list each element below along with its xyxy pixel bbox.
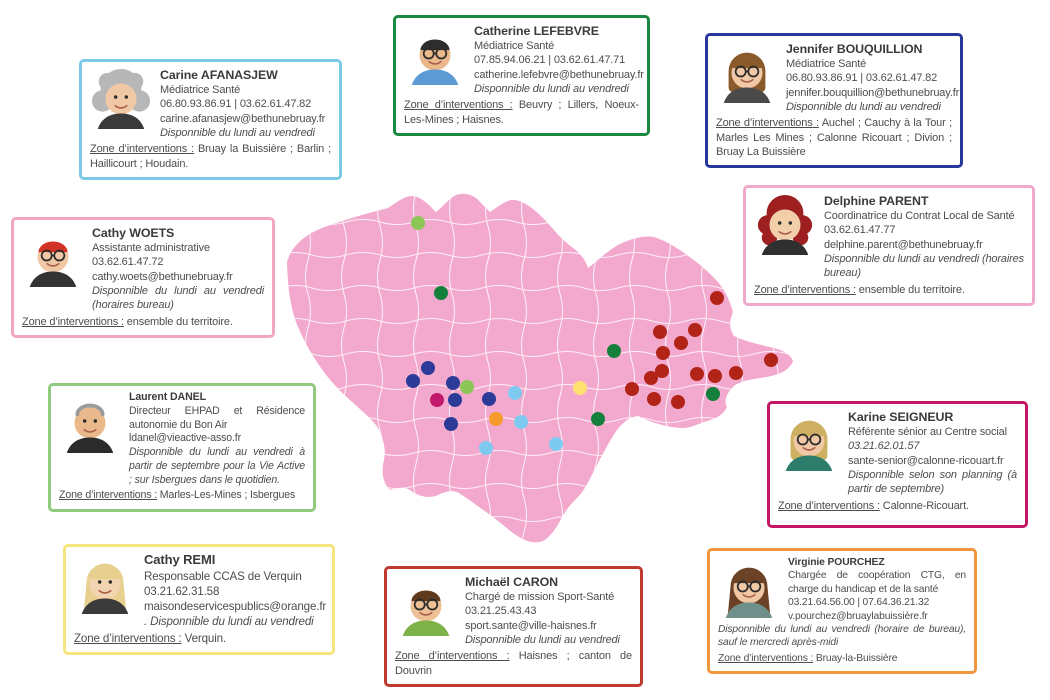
person-card-michael-caron xyxy=(384,566,643,687)
person-role: Chargée de coopération CTG, en charge du handicap et de la santé xyxy=(788,570,966,595)
avatar xyxy=(395,574,457,636)
map-dot xyxy=(656,346,670,360)
person-phone: 03.21.62.01.57 xyxy=(848,440,920,453)
zone-label: Zone d’interventions : xyxy=(716,117,819,130)
person-availability: Disponnible selon son planning (à partir de septembre) xyxy=(848,469,1017,496)
avatar xyxy=(90,67,152,129)
person-availability: Disponnible du lundi au vendredi à partir de septembre pour la Vie Active ; sur Isbergues dans le quotidien. xyxy=(129,446,305,486)
person-availability: Disponnible du lundi au vendredi (horaire de bureau), sauf le mercredi après-midi xyxy=(718,623,966,649)
map-dot xyxy=(764,353,778,367)
person-availability: Disponnible du lundi au vendredi xyxy=(160,127,315,140)
person-email: maisondeservicespublics@orange.fr xyxy=(144,600,327,614)
person-phone: 07.85.94.06.21 | 03.62.61.47.71 xyxy=(474,54,626,67)
person-card-laurent-danel xyxy=(48,383,316,512)
person-card-catherine-lefebvre xyxy=(393,15,650,136)
person-name: Jennifer BOUQUILLION xyxy=(786,42,923,56)
zone-text: Haisnes ; canton de Douvrin xyxy=(395,650,632,677)
person-email: carine.afanasjew@bethunebruay.fr xyxy=(160,112,326,125)
avatar xyxy=(59,391,121,453)
map-dot xyxy=(489,412,503,426)
person-name: Cathy REMI xyxy=(144,552,216,567)
person-phone: 03.21.25.43.43 xyxy=(465,605,537,618)
person-role: Médiatrice Santé xyxy=(786,58,867,71)
map-dot xyxy=(573,381,587,395)
map-dot xyxy=(448,393,462,407)
person-phone: 03.62.61.47.72 xyxy=(92,256,164,269)
person-name: Laurent DANEL xyxy=(129,391,206,403)
avatar xyxy=(754,193,816,255)
map-dot xyxy=(444,417,458,431)
avatar xyxy=(718,556,780,618)
person-availability: Disponnible du lundi au vendredi (horaires bureau) xyxy=(824,253,1024,280)
zone-label: Zone d’interventions : xyxy=(754,283,856,296)
zone-text: Calonne-Ricouart. xyxy=(882,499,969,512)
zone-label: Zone d’interventions : xyxy=(90,143,194,156)
person-email: cathy.woets@bethunebruay.fr xyxy=(92,270,233,283)
person-name: Virginie POURCHEZ xyxy=(788,557,885,568)
map-dot xyxy=(446,376,460,390)
person-availability: Disponnible du lundi au vendredi xyxy=(474,83,629,96)
person-phone: 03.62.61.47.77 xyxy=(824,224,896,237)
person-card-jennifer-bouquillion xyxy=(705,33,963,168)
map-dot xyxy=(674,336,688,350)
map-dot xyxy=(508,386,522,400)
person-email: delphine.parent@bethunebruay.fr xyxy=(824,238,983,251)
map-dot xyxy=(460,380,474,394)
person-phone: 06.80.93.86.91 | 03.62.61.47.82 xyxy=(160,98,312,111)
zone-text: Auchel ; Cauchy à la Tour ; Marles Les Mines ; Calonne Ricouart ; Divion ; Bruay La Buissière xyxy=(716,117,952,158)
zone-label: Zone d’interventions : xyxy=(404,99,513,112)
person-name: Karine SEIGNEUR xyxy=(848,410,954,424)
person-card-karine-seigneur xyxy=(767,401,1028,528)
person-email: v.pourchez@bruaylabuissière.fr xyxy=(788,610,928,622)
zone-text: Verquin. xyxy=(184,632,226,646)
avatar xyxy=(778,409,840,471)
person-email: sport.sante@ville-haisnes.fr xyxy=(465,619,597,632)
person-phone: 06.80.93.86.91 | 03.62.61.47.82 xyxy=(786,72,938,85)
person-phone: 03.21.62.31.58 xyxy=(144,584,220,598)
person-role: Directeur EHPAD et Résidence autonomie du Bon Air xyxy=(129,404,305,431)
territory-outline xyxy=(287,194,793,543)
map-dot xyxy=(706,387,720,401)
map-dot xyxy=(607,344,621,358)
person-email: catherine.lefebvre@bethunebruay.fr xyxy=(474,68,644,81)
person-card-virginie-pourchez xyxy=(707,548,977,674)
person-card-delphine-parent xyxy=(743,185,1035,306)
zone-text: ensemble du territoire. xyxy=(858,283,965,296)
zone-label: Zone d’interventions : xyxy=(59,489,157,502)
person-email: ldanel@vieactive-asso.fr xyxy=(129,432,241,445)
avatar xyxy=(74,552,136,614)
map-dot xyxy=(729,366,743,380)
zone-label: Zone d’interventions : xyxy=(395,650,510,663)
person-email: jennifer.bouquillion@bethunebruay.fr xyxy=(786,86,960,99)
avatar xyxy=(22,225,84,287)
person-email: sante-senior@calonne-ricouart.fr xyxy=(848,454,1004,467)
person-role: Chargé de mission Sport-Santé xyxy=(465,591,615,604)
zone-text: ensemble du territoire. xyxy=(126,315,233,328)
zone-label: Zone d’interventions : xyxy=(74,632,182,646)
map-dot xyxy=(708,369,722,383)
person-phone: 03.21.64.56.00 | 07.64.36.21.32 xyxy=(788,597,930,609)
person-availability: Disponnible du lundi au vendredi (horaires bureau) xyxy=(92,285,264,312)
person-name: Carine AFANASJEW xyxy=(160,68,278,82)
person-card-carine-afanasjew xyxy=(79,59,342,180)
map-dot xyxy=(591,412,605,426)
avatar xyxy=(404,23,466,85)
map-dot xyxy=(411,216,425,230)
person-name: Catherine LEFEBVRE xyxy=(474,24,599,38)
map-dot xyxy=(482,392,496,406)
person-role: Responsable CCAS de Verquin xyxy=(144,569,302,583)
zone-label: Zone d’interventions : xyxy=(778,499,880,512)
zone-text: Bruay la Buissière ; Barlin ; Haillicourt ; Houdain. xyxy=(90,143,331,170)
person-role: Coordinatrice du Contrat Local de Santé xyxy=(824,210,1015,223)
map-dot xyxy=(625,382,639,396)
person-role: Référente sénior au Centre social xyxy=(848,426,1007,439)
zone-text: Beuvry ; Lillers, Noeux-Les-Mines ; Haisnes. xyxy=(404,99,640,126)
zone-text: Bruay-la-Buissière xyxy=(815,652,898,664)
avatar xyxy=(716,41,778,103)
map-dot xyxy=(653,325,667,339)
map-dot xyxy=(710,291,724,305)
person-role: Médiatrice Santé xyxy=(474,40,555,53)
map-dot xyxy=(479,441,493,455)
person-role: Assistante administrative xyxy=(92,242,210,255)
person-availability: Disponnible du lundi au vendredi xyxy=(465,634,620,647)
person-availability: Disponnible du lundi au vendredi xyxy=(786,101,941,114)
person-availability: . Disponnible du lundi au vendredi xyxy=(144,615,314,629)
zone-label: Zone d’interventions : xyxy=(22,315,124,328)
person-name: Cathy WOETS xyxy=(92,226,175,240)
zone-label: Zone d’interventions : xyxy=(718,652,814,664)
person-card-cathy-remi xyxy=(63,544,335,655)
map-dot xyxy=(514,415,528,429)
person-role: Médiatrice Santé xyxy=(160,84,241,97)
map-dot xyxy=(688,323,702,337)
map-dot xyxy=(434,286,448,300)
map-dot xyxy=(430,393,444,407)
map-dot xyxy=(406,374,420,388)
map-dot xyxy=(671,395,685,409)
map-dot xyxy=(549,437,563,451)
person-card-cathy-woets xyxy=(11,217,275,338)
person-name: Delphine PARENT xyxy=(824,194,929,208)
person-name: Michaël CARON xyxy=(465,575,559,589)
map-dot xyxy=(644,371,658,385)
map-dot xyxy=(647,392,661,406)
zone-text: Marles-Les-Mines ; Isbergues xyxy=(159,489,296,502)
map-dot xyxy=(421,361,435,375)
map-dot xyxy=(690,367,704,381)
